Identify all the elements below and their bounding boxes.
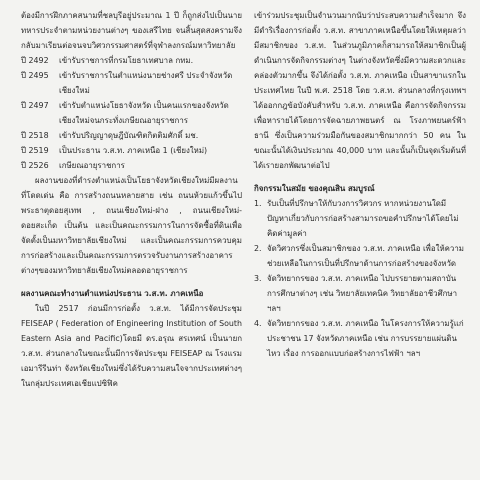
activities-list [254,196,466,361]
right-column [254,8,466,361]
timeline-year: ปี 2518 [21,131,49,140]
list-number: 4. [254,319,262,328]
timeline-text: เข้ารับปริญญาดุษฎีบัณฑิตกิตติมศักดิ์ มช. [59,131,199,140]
intro-paragraph: ต้องมีการฝึกภาคสนามที่ชลบุรีอยู่ประมาณ 1 ปี ก็ถูกส่งไปเป็นนายทหารประจำตามหน่วยงานต่างๆ ของเสรีไทย จนสิ้นสุดสงครามจึงกลับมาเรียนต่อจนจบวิศวกรรมศาสตร์ที่จุฬาลงกรณ์มหาวิทยาลัย [21,11,242,50]
list-item-text: จัดวิทยากรของ ว.ส.ท. ภาคเหนือ ไปบรรยายตามสถาบันการศึกษาต่างๆ เช่น วิทยาลัยเทคนิค วิทยาลัยอาชีวศึกษา ฯลฯ [267,274,457,313]
timeline-text: เข้ารับตำแหน่งโยธาจังหวัด เป็นคนแรกของจังหวัดเชียงใหม่จนกระทั่งเกษียณอายุราชการ [59,101,229,125]
list-item-text: รับเป็นที่ปรึกษาให้กับวงการวิศวกร หากหน่วยงานใดมีปัญหาเกี่ยวกับการก่อสร้างสามารถขอคำปรึกษาได้โดยไม่คิดค่ามูลค่า [267,199,459,238]
achievements-paragraph: ผลงานของที่ดำรงตำแหน่งเป็นโยธาจังหวัดเชียงใหม่มีผลงานที่โดดเด่น คือ การสร้างถนนหลายสาย เช่น ถนนห้วยแก้วขึ้นไปพระธาตุดอยสุเทพ , ถนนเชียงใหม่-ฝาง , ถนนเชียงใหม่-ดอยสะเก็ด เป็นต้น และเป็นคณะกรรมการในการจัดซื้อที่ดินเพื่อจัดตั้งเป็นมหาวิทยาลัยเชียงใหม่ และเป็นคณะกรรมการควบคุมการก่อสร้างและเป็นคณะกรรมการตรวจรับงานการสร้างอาคารต่างๆของมหาวิทยาลัยเชียงใหม่ตลอดอายุราชการ [21,176,242,275]
timeline-entry [21,53,242,68]
timeline-text: เกษียณอายุราชการ [59,161,125,170]
timeline-entry [21,68,242,98]
list-item [254,271,466,316]
founding-paragraph: เข้าร่วมประชุมเป็นจำนวนมากนับว่าประสบความสำเร็จมาก จึงมีดำริเรื่องการก่อตั้ง ว.ส.ท. สาขาภาคเหนือขึ้นโดยให้เหตุผลว่ามีสมาชิกของ ว.ส.ท. ในส่วนภูมิภาคก็สามารถให้สมาชิกเป็นผู้ดำเนินการจัดกิจกรรมต่างๆ ในต่างจังหวัดซึ่งมีความสะดวกและคล่องตัวมากขึ้น จึงได้ก่อตั้ง ว.ส.ท. ภาคเหนือ เป็นสาขาแรกในประเทศไทย ในปี พ.ศ. 2518 โดย ว.ส.ท. ส่วนกลางที่กรุงเทพฯ ได้ออกกฎข้อบังคับสำหรับ ว.ส.ท. ภาคเหนือ คือการจัดกิจกรรมเพื่อหารายได้โดยการจัดฉายภาพยนตร์ ณ โรงภาพยนตร์ฟ้าธานี ซึ่งเป็นความร่วมมือกันของสมาชิกมากกว่า 50 คน ในขณะนั้นได้เงินประมาณ 40,000 บาท และนั้นก็เป็นจุดเริ่มต้นที่ได้เรายอกพัฒนาต่อไป [254,11,466,170]
feiseap-paragraph: ในปี 2517 ก่อนมีการก่อตั้ง ว.ส.ท. ได้มีการจัดประชุม FEISEAP ( Federation of Engineering Institution of South Eastern Asia and Pacific)โดยมี ดร.อรุณ สรเทศน์ เป็นนายก ว.ส.ท. ส่วนกลางในขณะนั้นมีการจัดประชุม FEISEAP ณ โรงแรมเอมารีรีนท่า จังหวัดเชียงใหม่ซึ่งได้รับความสนใจจากประเทศต่างๆ ในกลุ่มประเทศเอเชียแปซิฟิค [21,304,242,388]
timeline-year: ปี 2492 [21,56,49,65]
activities-heading: กิจกรรมในสมัย ของคุณสิน สมบูรณ์ [254,184,375,193]
timeline-year: ปี 2526 [21,161,49,170]
timeline-year: ปี 2519 [21,146,49,155]
timeline-text: เป็นประธาน ว.ส.ท. ภาคเหนือ 1 (เชียงใหม่) [59,146,208,155]
list-item [254,316,466,361]
timeline-text: เข้ารับราชการที่กรมโยธาเทศบาล กทม. [59,56,194,65]
timeline-entry [21,158,242,173]
timeline-entry [21,143,242,158]
timeline-text: เข้ารับราชการในตำแหน่งนายช่างศรี ประจำจังหวัดเชียงใหม่ [59,71,233,95]
career-timeline [21,53,242,173]
list-item-text: จัดวิทยากรของ ว.ส.ท. ภาคเหนือ ในโครงการให้ความรู้แก่ประชาชน 17 จังหวัดภาคเหนือ เช่น การบรรยายแผ่นดินไหว เรื่อง การออกแบบก่อสร้างการไฟฟ้า ฯลฯ [267,319,464,358]
timeline-entry [21,128,242,143]
timeline-year: ปี 2497 [21,101,49,110]
timeline-entry [21,98,242,128]
list-item [254,196,466,241]
list-number: 2. [254,244,262,253]
list-number: 1. [254,199,262,208]
list-item [254,241,466,271]
section-heading: ผลงานคณะทำงานตำแหน่งประธาน ว.ส.ท. ภาคเหนือ [21,289,204,298]
list-item-text: จัดวิศวกรซึ่งเป็นสมาชิกของ ว.ส.ท. ภาคเหนือ เพื่อให้ความช่วยเหลือในการเป็นที่ปรึกษาด้านการก่อสร้างของจังหวัด [267,244,464,268]
list-number: 3. [254,274,262,283]
left-column [21,8,242,391]
timeline-year: ปี 2495 [21,71,49,80]
